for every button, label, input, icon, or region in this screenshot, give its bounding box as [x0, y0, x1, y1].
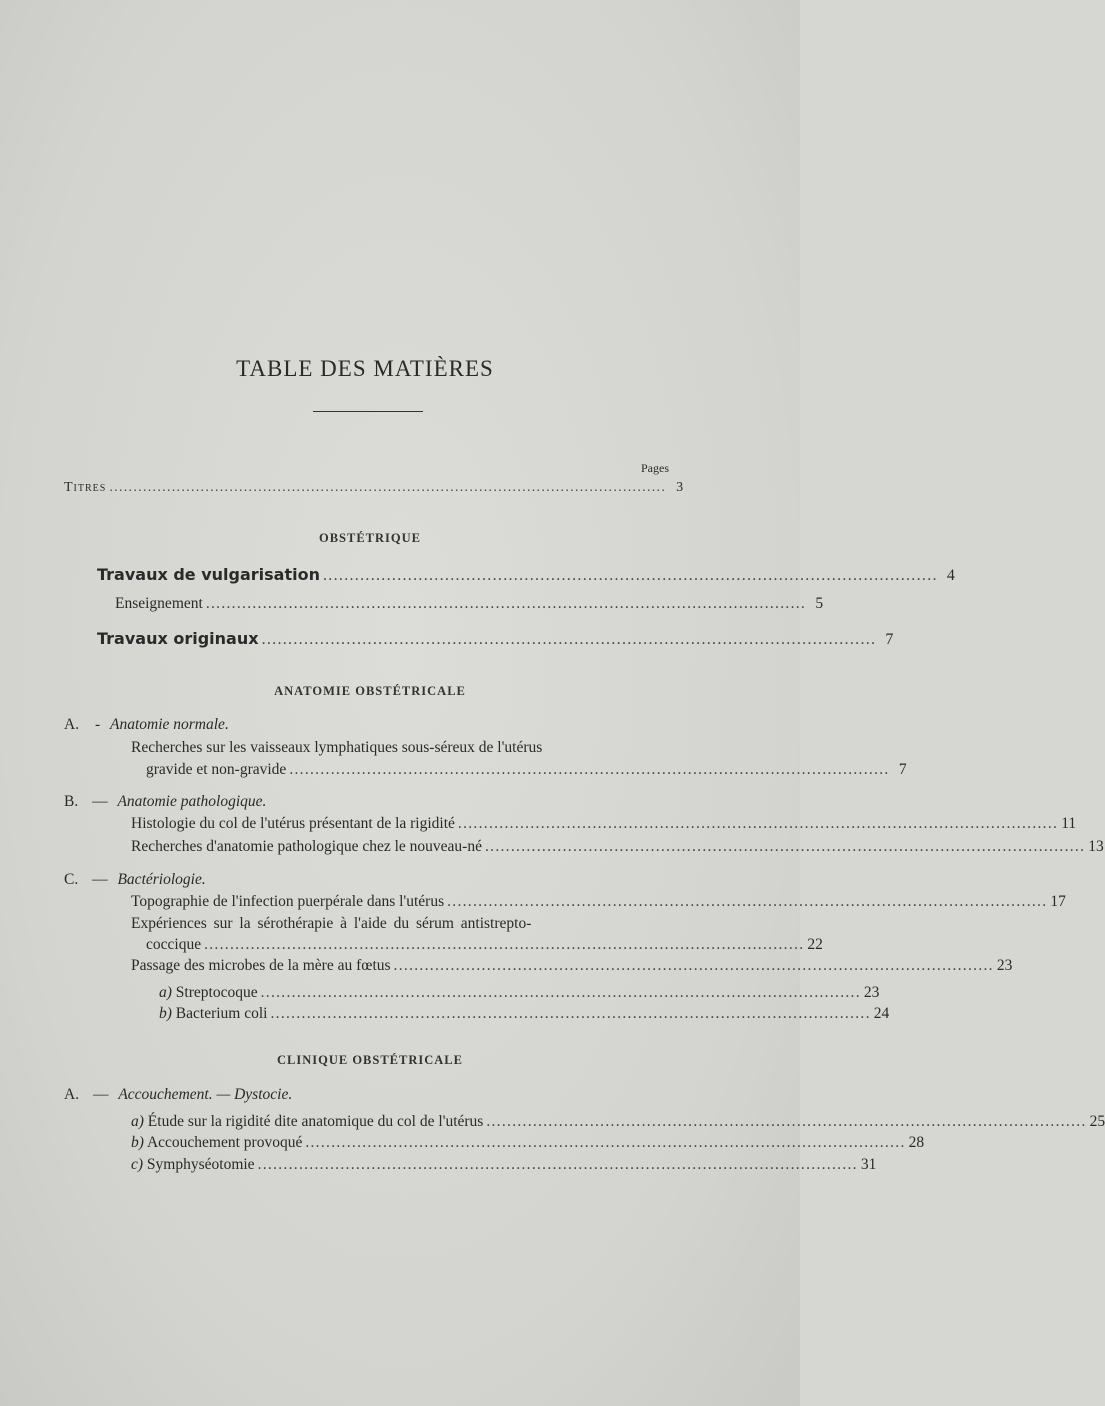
subsection-letter: A.: [64, 1086, 80, 1103]
toc-entry-page: 22: [807, 936, 823, 953]
toc-entry-enseignement[interactable]: [115, 595, 824, 612]
toc-entry-page: 17: [1050, 893, 1066, 910]
toc-entry-passage-microbes[interactable]: [131, 957, 1013, 974]
toc-entry-label: Étude sur la rigidité dite anatomique du col de l'utérus: [147, 1113, 484, 1130]
toc-entry-streptocoque[interactable]: [159, 984, 880, 1001]
leader-dots: ....................................................................................................................: [270, 1005, 871, 1022]
toc-entry-prefix: b): [131, 1134, 144, 1151]
subsection-anatomie-pathologique: [64, 793, 266, 811]
toc-entry-prefix: a): [131, 1113, 144, 1130]
leader-dots: ....................................................................................................................: [289, 761, 890, 778]
subsection-label: Accouchement. — Dystocie.: [118, 1086, 293, 1103]
page-title: TABLE DES MATIÈRES: [236, 356, 494, 381]
toc-entry-line: Expériences sur la sérothérapie à l'aide du sérum antistrepto-: [131, 915, 532, 932]
toc-entry-label: Recherches d'anatomie pathologique chez le nouveau-né: [131, 838, 482, 855]
toc-entry-label: Travaux originaux: [97, 629, 259, 648]
leader-dots: ....................................................................................................................: [109, 480, 667, 495]
toc-entry-page: 13: [1088, 838, 1104, 855]
toc-entry-prefix: c): [131, 1156, 144, 1173]
leader-dots: ....................................................................................................................: [261, 631, 877, 648]
toc-entry-page: 25: [1089, 1113, 1105, 1130]
toc-entry-prefix: a): [159, 984, 172, 1001]
toc-entry-label: Histologie du col de l'utérus présentant de la rigidité: [131, 815, 455, 832]
toc-entry-label: Streptocoque: [175, 984, 258, 1001]
toc-entry-label-group: [131, 1114, 483, 1130]
toc-entry-page: 7: [885, 631, 894, 648]
section-heading-obstetrique: OBSTÉTRIQUE: [318, 531, 421, 545]
toc-entry-label: Accouchement provoqué: [146, 1134, 303, 1151]
leader-dots: ....................................................................................................................: [447, 893, 1048, 910]
toc-entry-label: Travaux de vulgarisation: [97, 565, 320, 584]
toc-entry-accouchement-provoque[interactable]: [131, 1134, 925, 1151]
toc-entry-label: Bacterium coli: [175, 1005, 268, 1022]
subsection-letter: B.: [64, 793, 79, 810]
leader-dots: ....................................................................................................................: [305, 1134, 906, 1151]
toc-entry-page: 23: [996, 957, 1013, 974]
subsection-dash: —: [92, 1086, 109, 1103]
toc-entry-bacterium-coli[interactable]: [159, 1005, 890, 1022]
toc-entry-label-group: [131, 1157, 255, 1173]
title-rule: [313, 411, 423, 412]
toc-entry-vulgarisation[interactable]: [97, 565, 955, 584]
toc-entry-topographie[interactable]: [131, 893, 1066, 910]
leader-dots: ....................................................................................................................: [204, 936, 805, 953]
toc-entry-nouveau-ne[interactable]: [131, 838, 1104, 855]
subsection-anatomie-normale: [64, 716, 229, 734]
section-heading-clinique: CLINIQUE OBSTÉTRICALE: [277, 1053, 463, 1067]
toc-entry-page: 7: [898, 761, 907, 778]
leader-dots: ....................................................................................................................: [484, 838, 1086, 855]
toc-entry-label: Titres: [64, 480, 107, 495]
toc-entry-label: Passage des microbes de la mère au fœtus: [131, 957, 391, 974]
leader-dots: ....................................................................................................................: [486, 1113, 1087, 1130]
toc-entry-titres[interactable]: [64, 480, 684, 495]
subsection-dash: —: [92, 871, 108, 888]
toc-entry-page: 23: [863, 984, 880, 1001]
toc-entry-label-group: [159, 985, 258, 1001]
pages-column-label: Pages: [641, 461, 669, 475]
subsection-label: Anatomie pathologique.: [117, 793, 267, 810]
subsection-dash: -: [94, 716, 101, 733]
toc-entry-label: Symphyséotomie: [146, 1156, 255, 1173]
subsection-bacteriologie: [64, 871, 206, 889]
leader-dots: ....................................................................................................................: [393, 957, 994, 974]
toc-entry-page: 31: [860, 1156, 877, 1173]
subsection-accouchement: [64, 1086, 292, 1104]
toc-entry-rigidite[interactable]: [131, 1113, 1105, 1130]
toc-entry-histologie[interactable]: [131, 815, 1077, 832]
toc-entry-page: 5: [815, 595, 824, 612]
subsection-letter: A.: [64, 716, 80, 733]
toc-entry-page: 3: [676, 480, 684, 495]
toc-entry-label-group: [131, 1135, 302, 1151]
toc-entry-label: Enseignement: [115, 595, 203, 612]
leader-dots: ....................................................................................................................: [260, 984, 861, 1001]
toc-entry-page: 4: [946, 567, 955, 584]
subsection-dash: —: [92, 793, 108, 810]
section-heading-anatomie: ANATOMIE OBSTÉTRICALE: [274, 684, 466, 698]
subsection-label: Bactériologie.: [117, 871, 206, 888]
toc-entry-line: Recherches sur les vaisseaux lymphatiques sous-séreux de l'utérus: [131, 739, 543, 756]
toc-entry-lymphatiques[interactable]: [146, 761, 907, 778]
toc-entry-label: gravide et non-gravide: [146, 761, 287, 778]
toc-entry-label: Topographie de l'infection puerpérale dans l'utérus: [131, 893, 445, 910]
subsection-label: Anatomie normale.: [110, 716, 229, 733]
toc-entry-symphyseotomie[interactable]: [131, 1156, 877, 1173]
toc-entry-prefix: b): [159, 1005, 172, 1022]
toc-entry-label: coccique: [146, 936, 202, 953]
toc-entry-page: 11: [1061, 815, 1077, 832]
toc-entry-page: 28: [908, 1134, 925, 1151]
toc-entry-page: 24: [873, 1005, 890, 1022]
leader-dots: ....................................................................................................................: [457, 815, 1059, 832]
toc-entry-originaux[interactable]: [97, 629, 894, 648]
leader-dots: ....................................................................................................................: [257, 1156, 858, 1173]
subsection-letter: C.: [64, 871, 79, 888]
toc-entry-serotherapie[interactable]: [146, 936, 823, 953]
leader-dots: ....................................................................................................................: [205, 595, 807, 612]
toc-entry-label-group: [159, 1006, 267, 1022]
leader-dots: ....................................................................................................................: [323, 567, 938, 584]
